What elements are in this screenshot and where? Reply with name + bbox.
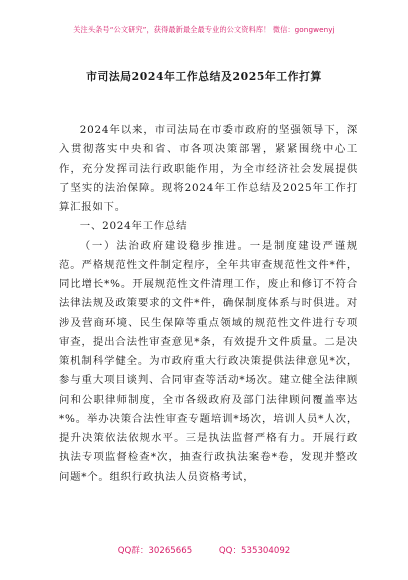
footer-contact <box>0 544 408 556</box>
section-heading: 一、2024年工作总结 <box>79 220 188 233</box>
document-body <box>59 121 358 487</box>
document-title: 市司法局2024年工作总结及2025年工作打算 <box>86 70 322 83</box>
header-promo-note: 关注头条号“公文研究”，获得最新最全最专业的公文资料库！ 微信：gongwenyj <box>73 25 335 34</box>
footer-qq-group: QQ群：30265665 <box>117 546 193 556</box>
intro-paragraph: 2024年以来，市司法局在市委市政府的坚强领导下，深入贯彻落实中央和省、市各项决策部署，紧紧围绕中心工作，充分发挥司法行政职能作用，为全市经济社会发展提供了坚实的法治保障。现将2024年工作总结及2025年工作打算汇报如下。 <box>59 124 358 213</box>
body-paragraph: （一）法治政府建设稳步推进。一是制度建设严谨规范。严格规范性文件制定程序，全年共审查规范性文件*件，同比增长*%。开展规范性文件清理工作，废止和修订不符合法律法规及政策要求的文件*件，确保制度体系与时俱进。对涉及营商环境、民生保障等重点领域的规范性文件进行专项审查，提出合法性审查意见*条，有效提升文件质量。二是决策机制科学健全。为市政府重大行政决策提供法律意见*次，参与重大项目谈判、合同审查等活动*场次。建立健全法律顾问和公职律师制度，全市各级政府及部门法律顾问覆盖率达*%。举办决策合法性审查专题培训*场次，培训人员*人次，提升决策依法依规水平。三是执法监督严格有力。开展行政执法专项监督检查*次，抽查行政执法案卷*卷，发现并整改问题*个。组织行政执法人员资格考试， <box>59 239 358 483</box>
footer-qq: QQ：535304092 <box>218 546 291 556</box>
